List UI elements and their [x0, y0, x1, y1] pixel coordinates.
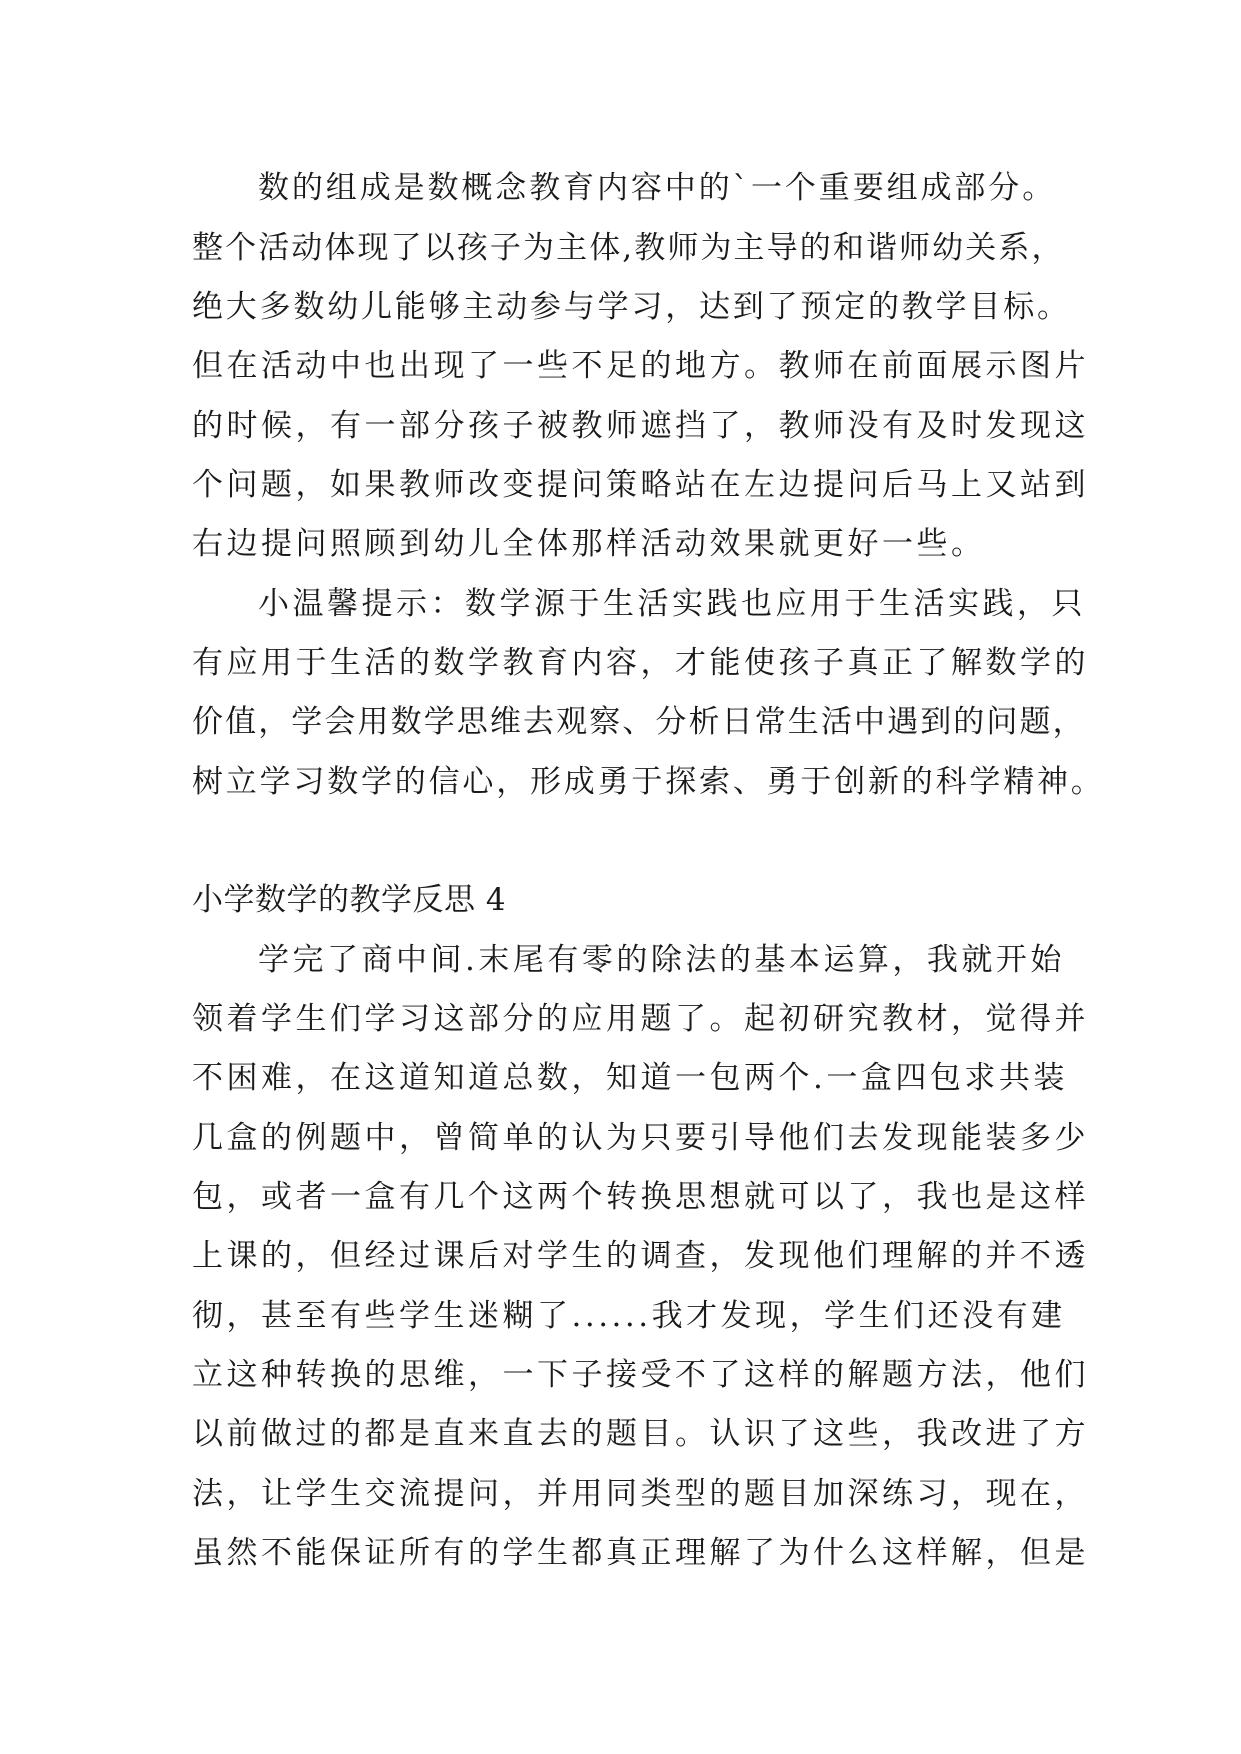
paragraph-3-line-5: 包，或者一盒有几个这两个转换思想就可以了，我也是这样	[192, 1179, 1089, 1215]
section-heading: 小学数学的教学反思 4	[192, 882, 507, 918]
paragraph-3-line-6: 上课的，但经过课后对学生的调查，发现他们理解的并不透	[192, 1238, 1089, 1274]
paragraph-2-line-4: 树立学习数学的信心，形成勇于探索、勇于创新的科学精神。	[192, 764, 1105, 800]
paragraph-1-line-7: 右边提问照顾到幼儿全体那样活动效果就更好一些。	[192, 526, 986, 562]
paragraph-3-line-10: 法，让学生交流提问，并用同类型的题目加深练习，现在，	[192, 1476, 1089, 1512]
paragraph-3-line-8: 立这种转换的思维，一下子接受不了这样的解题方法，他们	[192, 1357, 1089, 1393]
paragraph-3-line-4: 几盒的例题中，曾简单的认为只要引导他们去发现能装多少	[192, 1120, 1089, 1156]
paragraph-3-line-2: 领着学生们学习这部分的应用题了。起初研究教材，觉得并	[192, 1001, 1089, 1037]
paragraph-1-line-5: 的时候，有一部分孩子被教师遮挡了，教师没有及时发现这	[192, 408, 1089, 444]
paragraph-3-line-1: 学完了商中间.末尾有零的除法的基本运算，我就开始	[258, 942, 1065, 978]
paragraph-2-line-1: 小温馨提示：数学源于生活实践也应用于生活实践，只	[258, 586, 1086, 622]
paragraph-3-line-9: 以前做过的都是直来直去的题目。认识了这些，我改进了方	[192, 1416, 1089, 1452]
paragraph-1-line-2: 整个活动体现了以孩子为主体,教师为主导的和谐师幼关系，	[192, 230, 1065, 266]
paragraph-3-line-11: 虽然不能保证所有的学生都真正理解了为什么这样解，但是	[192, 1535, 1089, 1571]
paragraph-1-line-3: 绝大多数幼儿能够主动参与学习，达到了预定的教学目标。	[192, 289, 1071, 325]
paragraph-1-line-1: 数的组成是数概念教育内容中的`一个重要组成部分。	[258, 170, 1057, 206]
paragraph-3-line-3: 不困难，在这道知道总数，知道一包两个.一盒四包求共装	[192, 1060, 1068, 1096]
paragraph-2-line-3: 价值，学会用数学思维去观察、分析日常生活中遇到的问题，	[192, 704, 1086, 740]
paragraph-1-line-4: 但在活动中也出现了一些不足的地方。教师在前面展示图片	[192, 348, 1089, 384]
paragraph-1-line-6: 个问题，如果教师改变提问策略站在左边提问后马上又站到	[192, 467, 1089, 503]
paragraph-3-line-7: 彻，甚至有些学生迷糊了......我才发现，学生们还没有建	[192, 1298, 1066, 1334]
paragraph-2-line-2: 有应用于生活的数学教育内容，才能使孩子真正了解数学的	[192, 645, 1089, 681]
